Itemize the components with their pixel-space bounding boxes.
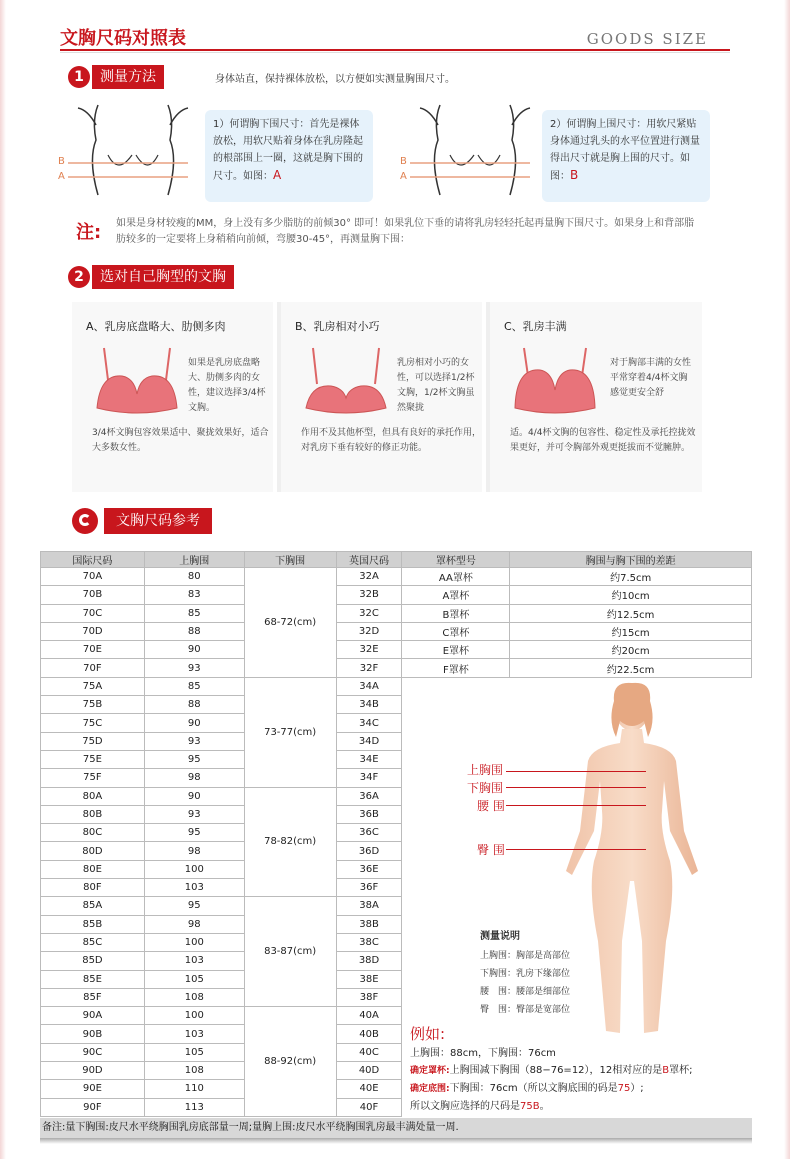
- cell-uk-size: 40C: [336, 1043, 402, 1061]
- card-desc: 3/4杯文胸包容效果适中、聚拢效果好，适合大多数女性。: [92, 428, 269, 453]
- col-intl-size: 国际尺码: [41, 552, 145, 568]
- table-row: [41, 568, 752, 586]
- col-cup: 罩杯型号: [402, 552, 510, 568]
- measure-title: 测量说明: [480, 931, 520, 942]
- measure-intro: 身体站直，保持裸体放松，以方便如实测量胸围尺寸。: [215, 74, 455, 85]
- cell-intl-size: 75A: [41, 677, 145, 695]
- card-title: C、乳房丰满: [504, 320, 567, 333]
- cell-cup: A罩杯: [402, 586, 510, 604]
- cell-uk-size: 36D: [336, 842, 402, 860]
- section-2-number: 2: [68, 266, 90, 288]
- fig-label-a-right: A: [400, 171, 407, 182]
- example-line-2: [410, 1062, 755, 1080]
- cell-intl-size: 80A: [41, 787, 145, 805]
- cell-uk-size: 32D: [336, 622, 402, 640]
- cell-uk-size: 38A: [336, 897, 402, 915]
- cell-uk-size: 32E: [336, 641, 402, 659]
- cell-upper-bust: 110: [144, 1080, 244, 1098]
- card-4-4-cup: [490, 302, 702, 492]
- torso-figure-left: [58, 100, 198, 210]
- example-cup-value: B: [662, 1065, 670, 1076]
- card-desc: 乳房相对小巧的女性，可以选择1/2杯文胸，1/2杯文胸虽然聚拢: [397, 358, 475, 413]
- header-divider-shadow: [60, 52, 730, 53]
- card-desc: 适。4/4杯文胸的包容性、稳定性及承托控拢效果更好，并可令胸部外观更挺拔而不觉臃肿。: [510, 428, 696, 453]
- cell-uk-size: 40B: [336, 1025, 402, 1043]
- bra-type-cards: [72, 302, 702, 492]
- cell-upper-bust: 95: [144, 750, 244, 768]
- fig-label-b-right: B: [400, 156, 407, 167]
- cell-intl-size: 70B: [41, 586, 145, 604]
- cell-upper-bust: 90: [144, 714, 244, 732]
- example-result-value: 75B: [520, 1101, 540, 1112]
- box-under-bust-mark: A: [273, 168, 282, 182]
- example-band-value: 75: [617, 1083, 631, 1094]
- cell-upper-bust: 100: [144, 1007, 244, 1025]
- cell-intl-size: 85F: [41, 988, 145, 1006]
- note-label: 注:: [76, 222, 102, 243]
- example-result-text: 所以文胸应选择的尺码是: [410, 1101, 520, 1112]
- cell-intl-size: 80B: [41, 805, 145, 823]
- cell-uk-size: 32F: [336, 659, 402, 677]
- cell-intl-size: 70E: [41, 641, 145, 659]
- cell-uk-size: 36A: [336, 787, 402, 805]
- cell-intl-size: 75D: [41, 732, 145, 750]
- cell-intl-size: 75E: [41, 750, 145, 768]
- line-waist: [506, 805, 646, 806]
- cell-under-bust-range: 68-72(cm): [244, 568, 336, 678]
- footer-shadow: [40, 1138, 752, 1144]
- box-upper-bust-mark: B: [570, 168, 579, 182]
- cell-uk-size: 36F: [336, 879, 402, 897]
- cell-upper-bust: 103: [144, 879, 244, 897]
- cell-upper-bust: 100: [144, 933, 244, 951]
- example-line-3: [410, 1080, 755, 1098]
- label-waist: 腰 围: [477, 799, 505, 813]
- cell-intl-size: 85E: [41, 970, 145, 988]
- cell-uk-size: 38F: [336, 988, 402, 1006]
- measure-line: 下胸围：乳房下缘部位: [480, 969, 571, 979]
- body-figure: [552, 681, 712, 1041]
- cell-cup: C罩杯: [402, 622, 510, 640]
- cell-upper-bust: 108: [144, 1062, 244, 1080]
- table-row: [41, 586, 752, 604]
- cell-difference: 约15cm: [510, 622, 752, 640]
- cell-under-bust-range: 88-92(cm): [244, 1007, 336, 1117]
- cell-intl-size: 70F: [41, 659, 145, 677]
- section-1-label: 测量方法: [92, 65, 164, 89]
- example-band-text: 下胸围：76cm（所以文胸底围的码是: [449, 1083, 618, 1094]
- col-uk-size: 英国尺码: [336, 552, 402, 568]
- cell-cup: F罩杯: [402, 659, 510, 677]
- cell-uk-size: 36E: [336, 860, 402, 878]
- cell-uk-size: 32B: [336, 586, 402, 604]
- cell-uk-size: 34D: [336, 732, 402, 750]
- cell-upper-bust: 85: [144, 677, 244, 695]
- example-band-label: 确定底围:: [410, 1084, 450, 1094]
- section-1-number: 1: [68, 66, 90, 88]
- cell-difference: 约22.5cm: [510, 659, 752, 677]
- measure-line: 腰 围：腰部是细部位: [480, 987, 571, 997]
- cell-intl-size: 85A: [41, 897, 145, 915]
- cell-upper-bust: 88: [144, 622, 244, 640]
- example-result-suffix: 。: [539, 1101, 550, 1112]
- card-desc: 作用不及其他杯型，但具有良好的承托作用，对乳房下垂有较好的修正功能。: [301, 428, 482, 453]
- cell-intl-size: 70C: [41, 604, 145, 622]
- header-divider: [60, 49, 730, 51]
- section-2-label: 选对自己胸型的文胸: [92, 265, 234, 289]
- cell-uk-size: 36C: [336, 824, 402, 842]
- label-under-bust: 下胸围: [467, 781, 504, 795]
- cell-intl-size: 90F: [41, 1098, 145, 1116]
- cell-upper-bust: 103: [144, 952, 244, 970]
- cell-upper-bust: 98: [144, 915, 244, 933]
- table-row: [41, 622, 752, 640]
- cell-upper-bust: 80: [144, 568, 244, 586]
- cell-intl-size: 80D: [41, 842, 145, 860]
- cell-intl-size: 90B: [41, 1025, 145, 1043]
- cell-intl-size: 85B: [41, 915, 145, 933]
- cell-upper-bust: 95: [144, 897, 244, 915]
- cell-uk-size: 34E: [336, 750, 402, 768]
- cell-upper-bust: 90: [144, 641, 244, 659]
- example-cup-text: 上胸围减下胸围（88−76=12），12相对应的是: [449, 1065, 663, 1076]
- right-edge: [784, 0, 790, 1159]
- card-desc: 对于胸部丰满的女性平常穿着4/4杯文胸感觉更安全舒: [610, 358, 692, 398]
- card-title: B、乳房相对小巧: [295, 320, 380, 333]
- bra-icon: [301, 346, 391, 421]
- goods-size-label: GOODS SIZE: [586, 30, 708, 48]
- cell-upper-bust: 93: [144, 805, 244, 823]
- cell-upper-bust: 90: [144, 787, 244, 805]
- cell-uk-size: 40D: [336, 1062, 402, 1080]
- cell-difference: 约7.5cm: [510, 568, 752, 586]
- card-title: A、乳房底盘略大、肋侧多肉: [86, 320, 226, 333]
- section-3-label: 文胸尺码参考: [104, 508, 212, 534]
- cell-intl-size: 90C: [41, 1043, 145, 1061]
- example-band-suffix: ）;: [630, 1083, 644, 1094]
- col-difference: 胸围与胸下围的差距: [510, 552, 752, 568]
- cell-under-bust-range: 78-82(cm): [244, 787, 336, 897]
- example-text: [410, 1045, 755, 1115]
- cell-upper-bust: 88: [144, 696, 244, 714]
- cell-intl-size: 85D: [41, 952, 145, 970]
- cell-uk-size: 32A: [336, 568, 402, 586]
- line-under-bust: [506, 787, 646, 788]
- cell-uk-size: 36B: [336, 805, 402, 823]
- cell-uk-size: 38B: [336, 915, 402, 933]
- cell-intl-size: 75C: [41, 714, 145, 732]
- cell-intl-size: 90E: [41, 1080, 145, 1098]
- line-hip: [506, 849, 646, 850]
- table-row: [41, 641, 752, 659]
- cell-uk-size: 32C: [336, 604, 402, 622]
- measure-list: [480, 947, 570, 1019]
- cell-difference: 约12.5cm: [510, 604, 752, 622]
- box-upper-bust-text: 2）何谓胸上围尺寸：用软尺紧贴身体通过乳头的水平位置进行测量得出尺寸就是胸上围的尺寸。如图：: [550, 119, 700, 182]
- cell-upper-bust: 85: [144, 604, 244, 622]
- example-cup-suffix: 罩杯;: [669, 1065, 693, 1076]
- box-upper-bust: [542, 110, 710, 202]
- line-upper-bust: [506, 771, 646, 772]
- page-title: 文胸尺码对照表: [60, 28, 186, 49]
- cell-uk-size: 40F: [336, 1098, 402, 1116]
- measure-line: 上胸围：胸部是高部位: [480, 951, 571, 961]
- card-desc: 如果是乳房底盘略大、肋侧多肉的女性，建议选择3/4杯文胸。: [188, 358, 266, 413]
- cell-intl-size: 70D: [41, 622, 145, 640]
- fig-label-a-left: A: [58, 171, 65, 182]
- cell-uk-size: 34F: [336, 769, 402, 787]
- note-text: 如果是身材较瘦的MM，身上没有多少脂肪的前倾30° 即可！如果乳位下垂的请将乳房轻轻托起再量胸下围尺寸。如果身上和背部脂肪较多的一定要将上身稍稍向前倾，弯腰30-45°，再测量胸下围：: [116, 218, 695, 245]
- cell-upper-bust: 98: [144, 769, 244, 787]
- cell-uk-size: 34C: [336, 714, 402, 732]
- cell-uk-size: 34B: [336, 696, 402, 714]
- label-upper-bust: 上胸围: [467, 763, 504, 777]
- box-under-bust: [205, 110, 373, 202]
- bra-icon: [92, 346, 182, 421]
- cell-uk-size: 34A: [336, 677, 402, 695]
- card-1-2-cup: [281, 302, 486, 492]
- section-3-logo-icon: [72, 508, 98, 534]
- left-edge: [0, 0, 6, 1159]
- cell-difference: 约10cm: [510, 586, 752, 604]
- cell-cup: E罩杯: [402, 641, 510, 659]
- cell-upper-bust: 113: [144, 1098, 244, 1116]
- fig-label-b-left: B: [58, 156, 65, 167]
- cell-under-bust-range: 83-87(cm): [244, 897, 336, 1007]
- table-row: [41, 659, 752, 677]
- box-under-bust-text: 1）何谓胸下围尺寸：首先是裸体放松，用软尺贴着身体在乳房隆起的根部围上一圈，这就是胸下围的尺寸。如图：: [213, 119, 363, 182]
- example-title: 例如:: [410, 1025, 446, 1043]
- cell-intl-size: 70A: [41, 568, 145, 586]
- cell-uk-size: 38D: [336, 952, 402, 970]
- cell-uk-size: 38E: [336, 970, 402, 988]
- card-3-4-cup: [72, 302, 277, 492]
- table-footnote: 备注:量下胸围:皮尺水平绕胸围乳房底部量一周;量胸上围:皮尺水平绕胸围乳房最丰满处量一周.: [40, 1118, 752, 1138]
- cell-intl-size: 80F: [41, 879, 145, 897]
- cell-upper-bust: 95: [144, 824, 244, 842]
- cell-intl-size: 75B: [41, 696, 145, 714]
- measure-line: 臀 围：臀部是宽部位: [480, 1005, 571, 1015]
- cell-uk-size: 40A: [336, 1007, 402, 1025]
- cell-under-bust-range: 73-77(cm): [244, 677, 336, 787]
- cell-intl-size: 75F: [41, 769, 145, 787]
- cell-intl-size: 80C: [41, 824, 145, 842]
- cell-upper-bust: 100: [144, 860, 244, 878]
- table-header-row: [41, 552, 752, 568]
- example-cup-label: 确定罩杯:: [410, 1066, 450, 1076]
- example-line-1: 上胸围：88cm，下胸围：76cm: [410, 1048, 556, 1059]
- cell-upper-bust: 98: [144, 842, 244, 860]
- cell-upper-bust: 108: [144, 988, 244, 1006]
- cell-cup: AA罩杯: [402, 568, 510, 586]
- cell-upper-bust: 93: [144, 732, 244, 750]
- cell-cup: B罩杯: [402, 604, 510, 622]
- bra-icon: [510, 346, 600, 421]
- torso-figure-right: [400, 100, 540, 210]
- cell-upper-bust: 93: [144, 659, 244, 677]
- cell-intl-size: 90A: [41, 1007, 145, 1025]
- body-illustration-area: [402, 681, 752, 1116]
- col-upper-bust: 上胸围: [144, 552, 244, 568]
- cell-intl-size: 80E: [41, 860, 145, 878]
- cell-upper-bust: 103: [144, 1025, 244, 1043]
- label-hip: 臀 围: [477, 843, 505, 857]
- table-row: [41, 604, 752, 622]
- cell-upper-bust: 105: [144, 1043, 244, 1061]
- col-under-bust: 下胸围: [244, 552, 336, 568]
- cell-intl-size: 90D: [41, 1062, 145, 1080]
- cell-upper-bust: 105: [144, 970, 244, 988]
- cell-uk-size: 40E: [336, 1080, 402, 1098]
- cell-difference: 约20cm: [510, 641, 752, 659]
- cell-upper-bust: 83: [144, 586, 244, 604]
- cell-intl-size: 85C: [41, 933, 145, 951]
- example-line-4: [410, 1098, 755, 1115]
- cell-uk-size: 38C: [336, 933, 402, 951]
